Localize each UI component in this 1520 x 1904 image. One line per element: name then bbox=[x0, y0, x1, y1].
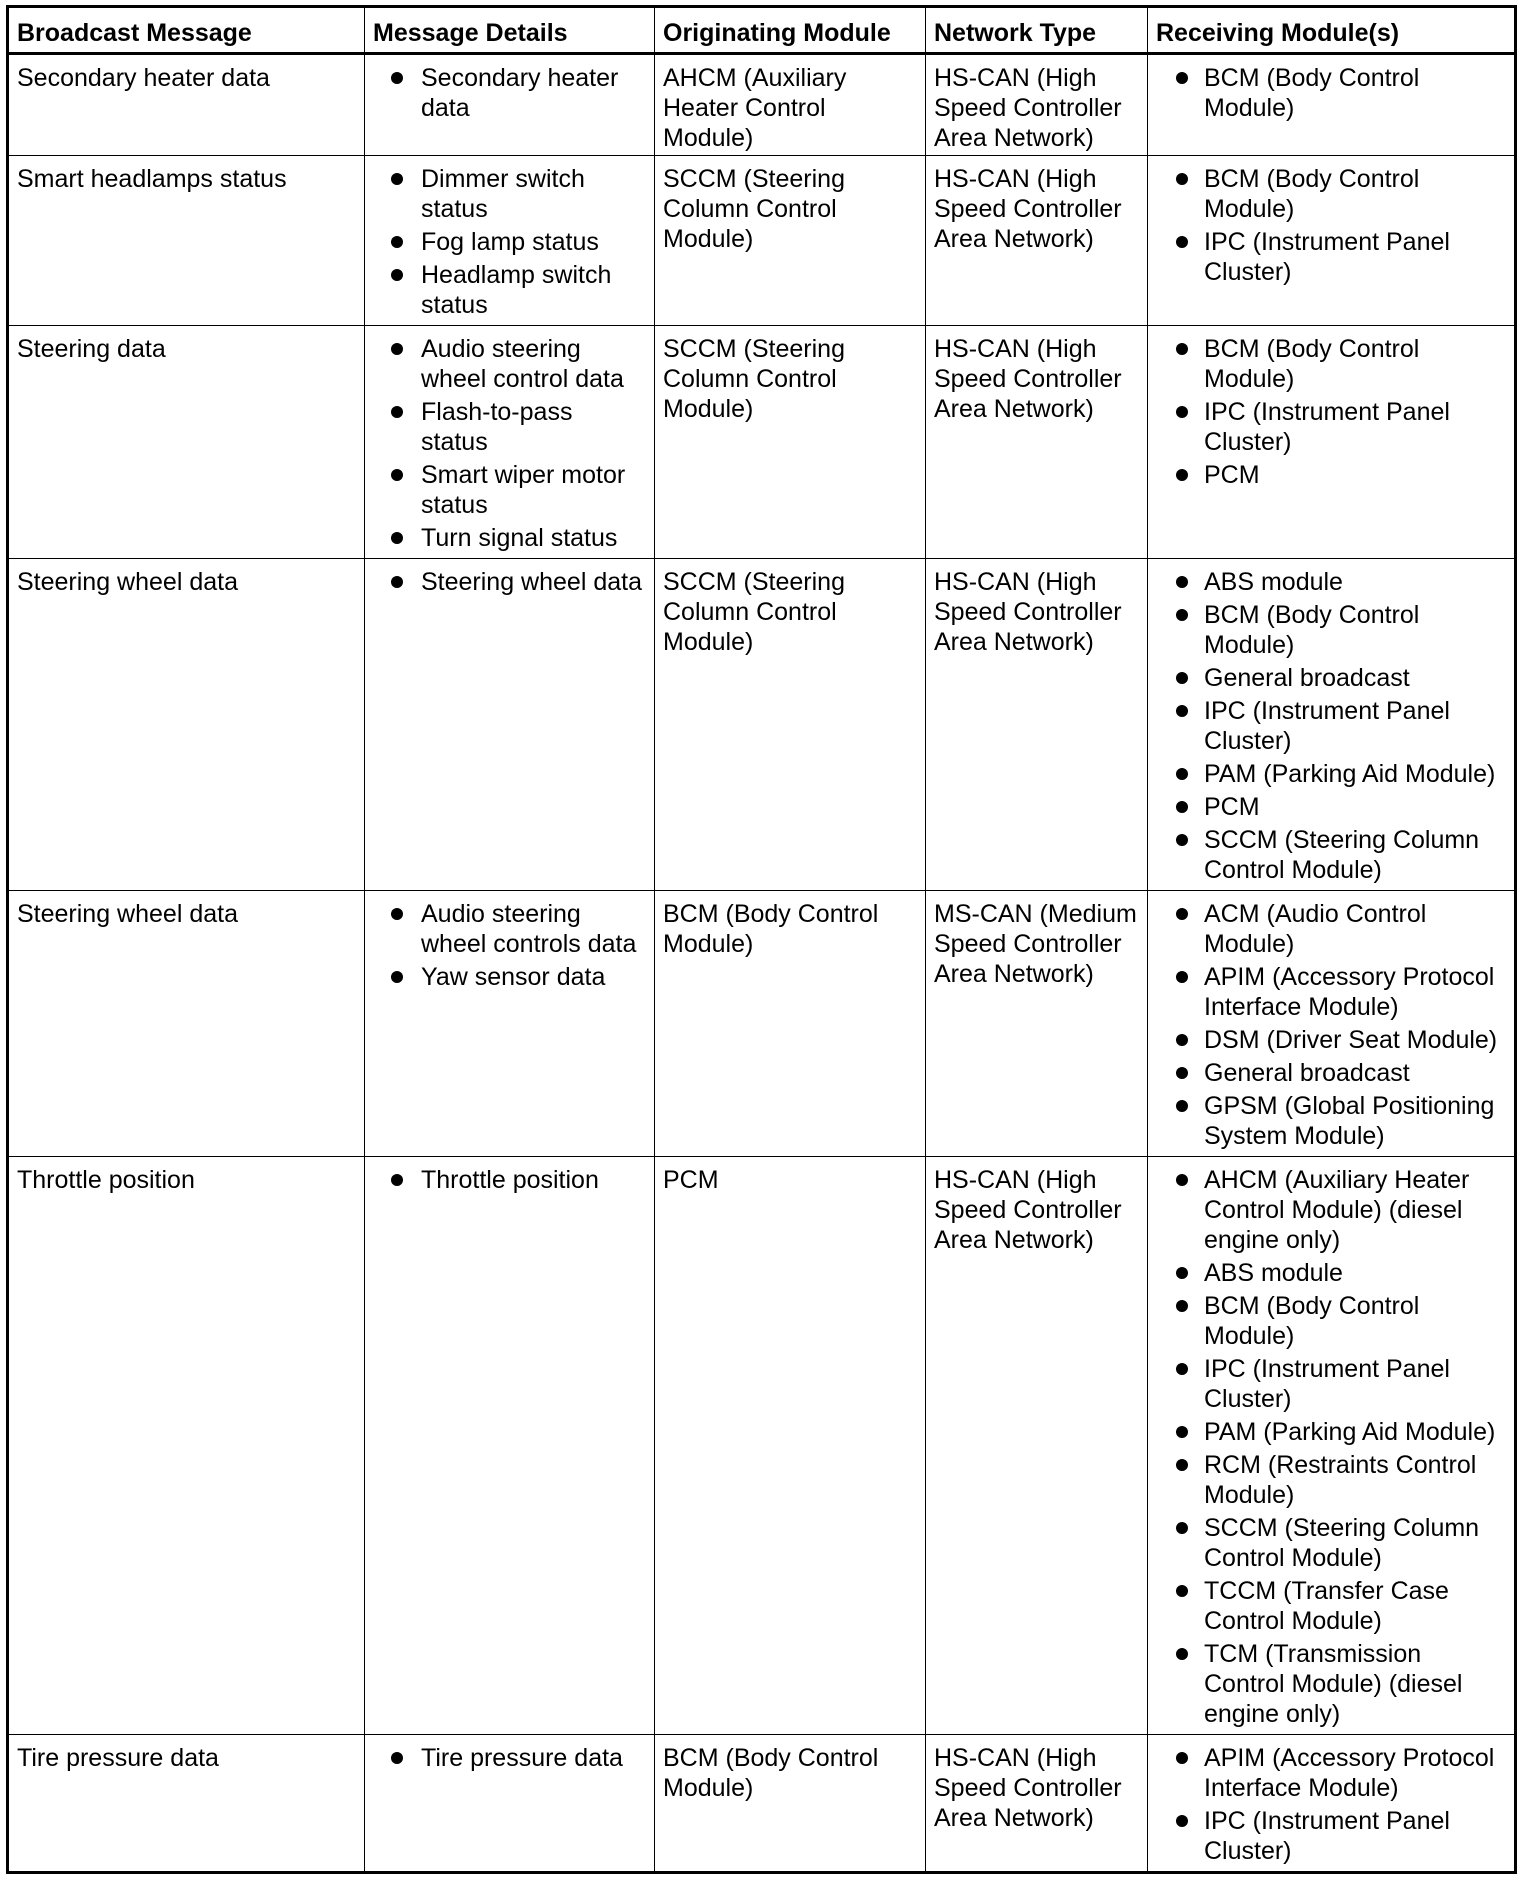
table-row bbox=[8, 156, 1516, 326]
message-details-cell bbox=[365, 326, 655, 559]
originating-module-cell: SCCM (Steering Column Control Module) bbox=[655, 559, 926, 891]
originating-module-cell: SCCM (Steering Column Control Module) bbox=[655, 156, 926, 326]
receiving-modules-cell-list bbox=[1156, 1743, 1506, 1866]
list-item: ABS module bbox=[1156, 1258, 1506, 1288]
originating-module-cell: PCM bbox=[655, 1157, 926, 1735]
network-type-cell: MS-CAN (Medium Speed Controller Area Network) bbox=[926, 891, 1148, 1157]
list-item: Steering wheel data bbox=[373, 567, 646, 597]
list-item: TCCM (Transfer Case Control Module) bbox=[1156, 1576, 1506, 1636]
table-row bbox=[8, 559, 1516, 891]
list-item: TCM (Transmission Control Module) (diesel engine only) bbox=[1156, 1639, 1506, 1729]
list-item: Turn signal status bbox=[373, 523, 646, 553]
network-type-cell: HS-CAN (High Speed Controller Area Network) bbox=[926, 1735, 1148, 1873]
table-row bbox=[8, 326, 1516, 559]
broadcast-message-table bbox=[6, 5, 1517, 1874]
broadcast-message-cell: Steering wheel data bbox=[8, 891, 365, 1157]
network-type-cell: HS-CAN (High Speed Controller Area Network) bbox=[926, 559, 1148, 891]
receiving-modules-cell-list bbox=[1156, 164, 1506, 287]
receiving-modules-cell bbox=[1148, 1157, 1516, 1735]
list-item: Smart wiper motor status bbox=[373, 460, 646, 520]
receiving-modules-cell-list bbox=[1156, 63, 1506, 123]
receiving-modules-cell-list bbox=[1156, 567, 1506, 885]
list-item: Flash-to-pass status bbox=[373, 397, 646, 457]
message-details-cell bbox=[365, 559, 655, 891]
list-item: General broadcast bbox=[1156, 1058, 1506, 1088]
network-type-cell: HS-CAN (High Speed Controller Area Network) bbox=[926, 54, 1148, 156]
table-header bbox=[8, 7, 1516, 54]
list-item: DSM (Driver Seat Module) bbox=[1156, 1025, 1506, 1055]
message-details-cell-list bbox=[373, 63, 646, 123]
list-item: AHCM (Auxiliary Heater Control Module) (diesel engine only) bbox=[1156, 1165, 1506, 1255]
list-item: Throttle position bbox=[373, 1165, 646, 1195]
receiving-modules-cell-list bbox=[1156, 334, 1506, 490]
list-item: Secondary heater data bbox=[373, 63, 646, 123]
receiving-modules-cell bbox=[1148, 54, 1516, 156]
list-item: ABS module bbox=[1156, 567, 1506, 597]
table-row bbox=[8, 1157, 1516, 1735]
list-item: SCCM (Steering Column Control Module) bbox=[1156, 1513, 1506, 1573]
header-row bbox=[8, 7, 1516, 54]
list-item: General broadcast bbox=[1156, 663, 1506, 693]
originating-module-cell: BCM (Body Control Module) bbox=[655, 1735, 926, 1873]
broadcast-message-cell: Throttle position bbox=[8, 1157, 365, 1735]
receiving-modules-cell-list bbox=[1156, 1165, 1506, 1729]
list-item: BCM (Body Control Module) bbox=[1156, 334, 1506, 394]
table-row bbox=[8, 891, 1516, 1157]
message-details-cell-list bbox=[373, 1743, 646, 1773]
list-item: RCM (Restraints Control Module) bbox=[1156, 1450, 1506, 1510]
list-item: Audio steering wheel controls data bbox=[373, 899, 646, 959]
receiving-modules-cell bbox=[1148, 559, 1516, 891]
receiving-modules-cell bbox=[1148, 326, 1516, 559]
message-details-cell-list bbox=[373, 899, 646, 992]
broadcast-message-cell: Tire pressure data bbox=[8, 1735, 365, 1873]
receiving-modules-cell bbox=[1148, 156, 1516, 326]
originating-module-cell: AHCM (Auxiliary Heater Control Module) bbox=[655, 54, 926, 156]
list-item: Audio steering wheel control data bbox=[373, 334, 646, 394]
originating-module-cell: BCM (Body Control Module) bbox=[655, 891, 926, 1157]
list-item: PCM bbox=[1156, 792, 1506, 822]
network-type-cell: HS-CAN (High Speed Controller Area Network) bbox=[926, 1157, 1148, 1735]
table-body bbox=[8, 54, 1516, 1873]
list-item: BCM (Body Control Module) bbox=[1156, 164, 1506, 224]
list-item: SCCM (Steering Column Control Module) bbox=[1156, 825, 1506, 885]
message-details-cell bbox=[365, 1735, 655, 1873]
message-details-cell bbox=[365, 891, 655, 1157]
header-broadcast-message: Broadcast Message bbox=[8, 7, 365, 54]
table-row bbox=[8, 1735, 1516, 1873]
list-item: BCM (Body Control Module) bbox=[1156, 600, 1506, 660]
message-details-cell bbox=[365, 156, 655, 326]
receiving-modules-cell bbox=[1148, 891, 1516, 1157]
broadcast-message-cell: Steering data bbox=[8, 326, 365, 559]
list-item: PCM bbox=[1156, 460, 1506, 490]
list-item: IPC (Instrument Panel Cluster) bbox=[1156, 397, 1506, 457]
list-item: BCM (Body Control Module) bbox=[1156, 63, 1506, 123]
list-item: Tire pressure data bbox=[373, 1743, 646, 1773]
list-item: Headlamp switch status bbox=[373, 260, 646, 320]
header-originating-module: Originating Module bbox=[655, 7, 926, 54]
receiving-modules-cell bbox=[1148, 1735, 1516, 1873]
list-item: IPC (Instrument Panel Cluster) bbox=[1156, 227, 1506, 287]
header-network-type: Network Type bbox=[926, 7, 1148, 54]
list-item: ACM (Audio Control Module) bbox=[1156, 899, 1506, 959]
network-type-cell: HS-CAN (High Speed Controller Area Network) bbox=[926, 326, 1148, 559]
list-item: PAM (Parking Aid Module) bbox=[1156, 1417, 1506, 1447]
header-message-details: Message Details bbox=[365, 7, 655, 54]
message-details-cell bbox=[365, 54, 655, 156]
table-row bbox=[8, 54, 1516, 156]
list-item: IPC (Instrument Panel Cluster) bbox=[1156, 696, 1506, 756]
list-item: Fog lamp status bbox=[373, 227, 646, 257]
message-details-cell bbox=[365, 1157, 655, 1735]
list-item: IPC (Instrument Panel Cluster) bbox=[1156, 1806, 1506, 1866]
list-item: Yaw sensor data bbox=[373, 962, 646, 992]
list-item: APIM (Accessory Protocol Interface Module) bbox=[1156, 1743, 1506, 1803]
message-details-cell-list bbox=[373, 1165, 646, 1195]
originating-module-cell: SCCM (Steering Column Control Module) bbox=[655, 326, 926, 559]
list-item: IPC (Instrument Panel Cluster) bbox=[1156, 1354, 1506, 1414]
list-item: GPSM (Global Positioning System Module) bbox=[1156, 1091, 1506, 1151]
message-details-cell-list bbox=[373, 567, 646, 597]
broadcast-message-cell: Secondary heater data bbox=[8, 54, 365, 156]
list-item: Dimmer switch status bbox=[373, 164, 646, 224]
list-item: PAM (Parking Aid Module) bbox=[1156, 759, 1506, 789]
broadcast-message-cell: Steering wheel data bbox=[8, 559, 365, 891]
list-item: APIM (Accessory Protocol Interface Module) bbox=[1156, 962, 1506, 1022]
broadcast-message-cell: Smart headlamps status bbox=[8, 156, 365, 326]
network-type-cell: HS-CAN (High Speed Controller Area Network) bbox=[926, 156, 1148, 326]
list-item: BCM (Body Control Module) bbox=[1156, 1291, 1506, 1351]
message-details-cell-list bbox=[373, 164, 646, 320]
receiving-modules-cell-list bbox=[1156, 899, 1506, 1151]
header-receiving-modules: Receiving Module(s) bbox=[1148, 7, 1516, 54]
message-details-cell-list bbox=[373, 334, 646, 553]
